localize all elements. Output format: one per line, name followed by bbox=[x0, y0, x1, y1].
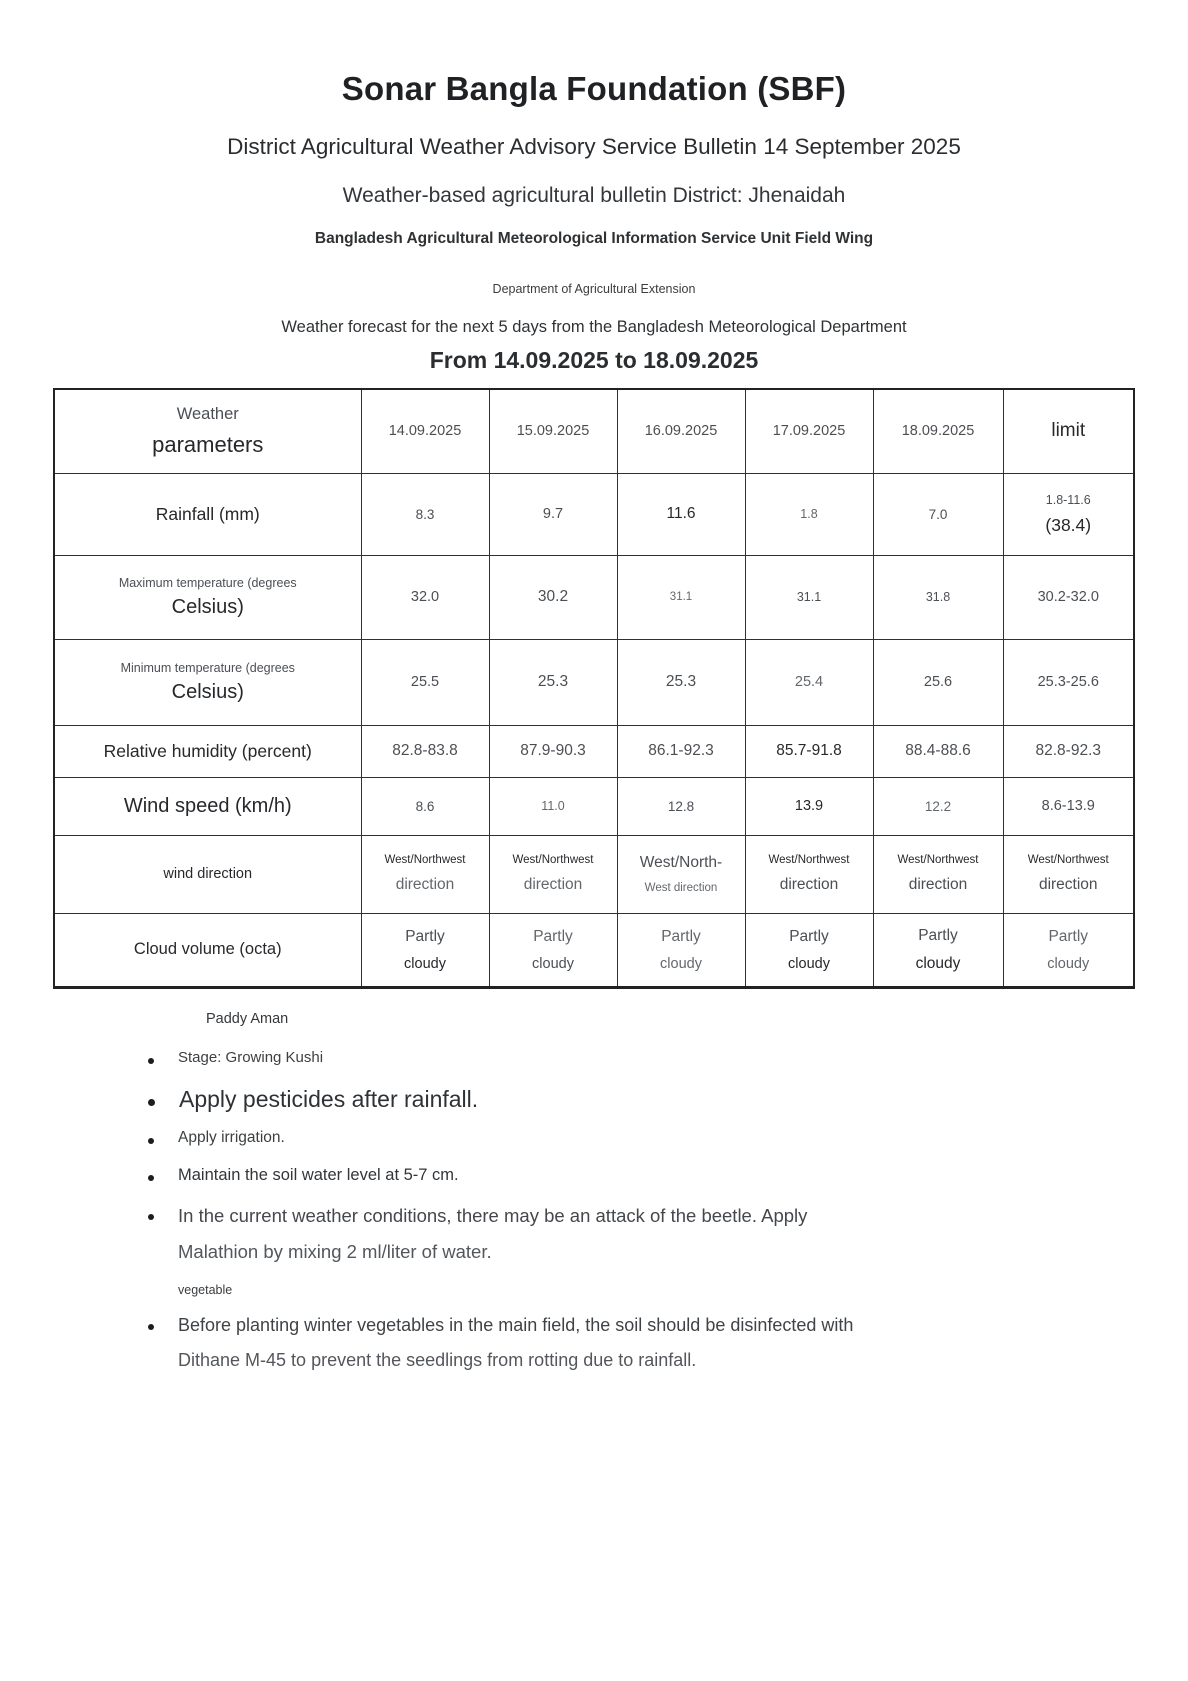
wind-speed-limit-cell: 8.6-13.9 bbox=[1003, 777, 1134, 835]
parameters-header-line1: Weather bbox=[176, 404, 239, 423]
wind-direction-line1: West/North- bbox=[639, 854, 723, 871]
min-temp-label-line1: Minimum temperature (degrees bbox=[120, 660, 295, 675]
wind-direction-line2: direction bbox=[523, 876, 583, 893]
min-temp-value-cell: 25.5 bbox=[361, 639, 489, 725]
max-temp-label-line1: Maximum temperature (degrees bbox=[118, 575, 297, 590]
advisory-item-irrigation bbox=[148, 1129, 1188, 1147]
rainfall-label-cell: Rainfall (mm) bbox=[54, 473, 361, 555]
bullet-icon bbox=[148, 1099, 155, 1106]
rainfall-limit-total: (38.4) bbox=[1045, 514, 1092, 535]
rainfall-value-cell: 9.7 bbox=[489, 473, 617, 555]
wind-speed-value-cell: 12.8 bbox=[617, 777, 745, 835]
max-temp-value-cell: 31.1 bbox=[745, 555, 873, 639]
wind-direction-cell bbox=[361, 835, 489, 913]
department-line: Department of Agricultural Extension bbox=[492, 282, 696, 296]
max-temp-row bbox=[54, 555, 1134, 639]
wind-direction-limit-cell bbox=[1003, 835, 1134, 913]
cloud-cell bbox=[873, 913, 1003, 987]
max-temp-label-line2: Celsius) bbox=[171, 595, 244, 618]
max-temp-value-cell: 31.1 bbox=[617, 555, 745, 639]
advisory-item-text: Maintain the soil water level at 5-7 cm. bbox=[178, 1165, 459, 1184]
wind-direction-label-cell: wind direction bbox=[54, 835, 361, 913]
cloud-line1: Partly bbox=[789, 927, 829, 945]
wind-speed-value-cell: 11.0 bbox=[489, 777, 617, 835]
wind-speed-label-cell: Wind speed (km/h) bbox=[54, 777, 361, 835]
cloud-cell bbox=[745, 913, 873, 987]
cloud-line1: Partly bbox=[533, 927, 573, 945]
wind-direction-cell bbox=[617, 835, 745, 913]
district-line: Weather-based agricultural bulletin District: Jhenaidah bbox=[342, 184, 846, 207]
wind-direction-line2: direction bbox=[395, 876, 455, 893]
cloud-cell bbox=[361, 913, 489, 987]
date-header-cell: 17.09.2025 bbox=[745, 389, 873, 473]
cloud-label-cell: Cloud volume (octa) bbox=[54, 913, 361, 987]
wind-direction-line2: direction bbox=[908, 876, 968, 893]
cloud-line1: Partly bbox=[1048, 927, 1089, 945]
rainfall-limit-cell bbox=[1003, 473, 1134, 555]
max-temp-value-cell: 30.2 bbox=[489, 555, 617, 639]
wind-direction-cell bbox=[489, 835, 617, 913]
bullet-icon bbox=[148, 1324, 154, 1330]
min-temp-value-cell: 25.4 bbox=[745, 639, 873, 725]
advisory-item-text: Apply irrigation. bbox=[178, 1128, 285, 1146]
bullet-icon bbox=[148, 1138, 154, 1144]
wind-speed-row bbox=[54, 777, 1134, 835]
cloud-line2: cloudy bbox=[915, 954, 961, 972]
advisory-item-text bbox=[178, 1315, 853, 1372]
forecast-line: Weather forecast for the next 5 days from the Bangladesh Meteorological Department bbox=[281, 318, 907, 336]
bullet-icon bbox=[148, 1058, 154, 1064]
date-header-cell: 14.09.2025 bbox=[361, 389, 489, 473]
service-unit-line: Bangladesh Agricultural Meteorological Information Service Unit Field Wing bbox=[314, 230, 874, 247]
max-temp-value-cell: 31.8 bbox=[873, 555, 1003, 639]
humidity-value-cell: 86.1-92.3 bbox=[617, 725, 745, 777]
advisory-item-text: Apply pesticides after rainfall. bbox=[179, 1085, 479, 1112]
advisory-item-text: Stage: Growing Kushi bbox=[178, 1048, 324, 1066]
min-temp-value-cell: 25.3 bbox=[489, 639, 617, 725]
advisory-item-text bbox=[178, 1205, 807, 1263]
page-title: Sonar Bangla Foundation (SBF) bbox=[341, 70, 847, 107]
limit-header-cell: limit bbox=[1003, 389, 1134, 473]
humidity-limit-cell: 82.8-92.3 bbox=[1003, 725, 1134, 777]
min-temp-label-cell bbox=[54, 639, 361, 725]
bulletin-subtitle: District Agricultural Weather Advisory Service Bulletin 14 September 2025 bbox=[227, 134, 961, 159]
cloud-cell bbox=[489, 913, 617, 987]
humidity-value-cell: 88.4-88.6 bbox=[873, 725, 1003, 777]
cloud-limit-cell bbox=[1003, 913, 1134, 987]
vegetable-heading: vegetable bbox=[178, 1282, 233, 1297]
wind-direction-cell bbox=[745, 835, 873, 913]
advisory-item-line1: In the current weather conditions, there may be an attack of the beetle. Apply bbox=[178, 1204, 808, 1226]
weather-forecast-table bbox=[53, 388, 1135, 989]
date-header-cell: 18.09.2025 bbox=[873, 389, 1003, 473]
advisory-item-soil-water bbox=[148, 1166, 1188, 1185]
cloud-line2: cloudy bbox=[1047, 955, 1090, 972]
min-temp-value-cell: 25.3 bbox=[617, 639, 745, 725]
wind-direction-line1: West/Northwest bbox=[768, 854, 850, 866]
rainfall-value-cell: 7.0 bbox=[873, 473, 1003, 555]
rainfall-value-cell: 11.6 bbox=[617, 473, 745, 555]
wind-direction-line1: West/Northwest bbox=[512, 854, 594, 866]
humidity-value-cell: 87.9-90.3 bbox=[489, 725, 617, 777]
table-header-row bbox=[54, 389, 1134, 473]
cloud-line2: cloudy bbox=[404, 955, 446, 972]
min-temp-row bbox=[54, 639, 1134, 725]
date-header-cell: 15.09.2025 bbox=[489, 389, 617, 473]
wind-speed-value-cell: 8.6 bbox=[361, 777, 489, 835]
parameters-header-line2: parameters bbox=[152, 431, 264, 457]
wind-speed-value-cell: 13.9 bbox=[745, 777, 873, 835]
wind-direction-line1: West/Northwest bbox=[1027, 854, 1109, 866]
parameters-header-cell bbox=[54, 389, 361, 473]
cloud-line2: cloudy bbox=[532, 955, 574, 972]
min-temp-limit-cell: 25.3-25.6 bbox=[1003, 639, 1134, 725]
advisory-item-vegetable bbox=[148, 1315, 1188, 1372]
humidity-label-cell: Relative humidity (percent) bbox=[54, 725, 361, 777]
min-temp-value-cell: 25.6 bbox=[873, 639, 1003, 725]
max-temp-label-cell bbox=[54, 555, 361, 639]
rainfall-value-cell: 8.3 bbox=[361, 473, 489, 555]
advisory-item-pesticide bbox=[148, 1086, 1188, 1113]
rainfall-value-cell: 1.8 bbox=[745, 473, 873, 555]
wind-direction-line2: direction bbox=[779, 876, 839, 893]
max-temp-limit-cell: 30.2-32.0 bbox=[1003, 555, 1134, 639]
cloud-cell bbox=[617, 913, 745, 987]
advisory-item-stage bbox=[148, 1049, 1188, 1066]
cloud-line1: Partly bbox=[918, 926, 958, 944]
min-temp-label-line2: Celsius) bbox=[171, 680, 244, 703]
bullet-icon bbox=[148, 1214, 154, 1220]
wind-direction-line1: West/Northwest bbox=[384, 854, 466, 866]
humidity-value-cell: 85.7-91.8 bbox=[745, 725, 873, 777]
wind-speed-value-cell: 12.2 bbox=[873, 777, 1003, 835]
period-line: From 14.09.2025 to 18.09.2025 bbox=[429, 347, 759, 373]
humidity-value-cell: 82.8-83.8 bbox=[361, 725, 489, 777]
rainfall-row bbox=[54, 473, 1134, 555]
cloud-line1: Partly bbox=[405, 927, 445, 945]
advisory-item-line2: Malathion by mixing 2 ml/liter of water. bbox=[178, 1240, 492, 1262]
cloud-line2: cloudy bbox=[788, 955, 830, 972]
humidity-row bbox=[54, 725, 1134, 777]
wind-direction-line2: West direction bbox=[644, 882, 718, 894]
date-header-cell: 16.09.2025 bbox=[617, 389, 745, 473]
wind-direction-row bbox=[54, 835, 1134, 913]
cloud-line2: cloudy bbox=[660, 955, 702, 972]
wind-direction-cell bbox=[873, 835, 1003, 913]
crop-heading: Paddy Aman bbox=[206, 1010, 289, 1027]
advisory-section bbox=[148, 1011, 1188, 1373]
advisory-item-line1: Before planting winter vegetables in the main field, the soil should be disinfected with bbox=[178, 1314, 854, 1335]
advisory-item-beetle bbox=[148, 1205, 1188, 1263]
bullet-icon bbox=[148, 1175, 154, 1181]
wind-direction-line2: direction bbox=[1038, 876, 1098, 893]
cloud-row bbox=[54, 913, 1134, 987]
max-temp-value-cell: 32.0 bbox=[361, 555, 489, 639]
rainfall-limit-range: 1.8-11.6 bbox=[1045, 492, 1091, 507]
cloud-line1: Partly bbox=[661, 927, 701, 945]
wind-direction-line1: West/Northwest bbox=[897, 854, 979, 866]
advisory-item-line2: Dithane M-45 to prevent the seedlings from rotting due to rainfall. bbox=[178, 1350, 697, 1371]
